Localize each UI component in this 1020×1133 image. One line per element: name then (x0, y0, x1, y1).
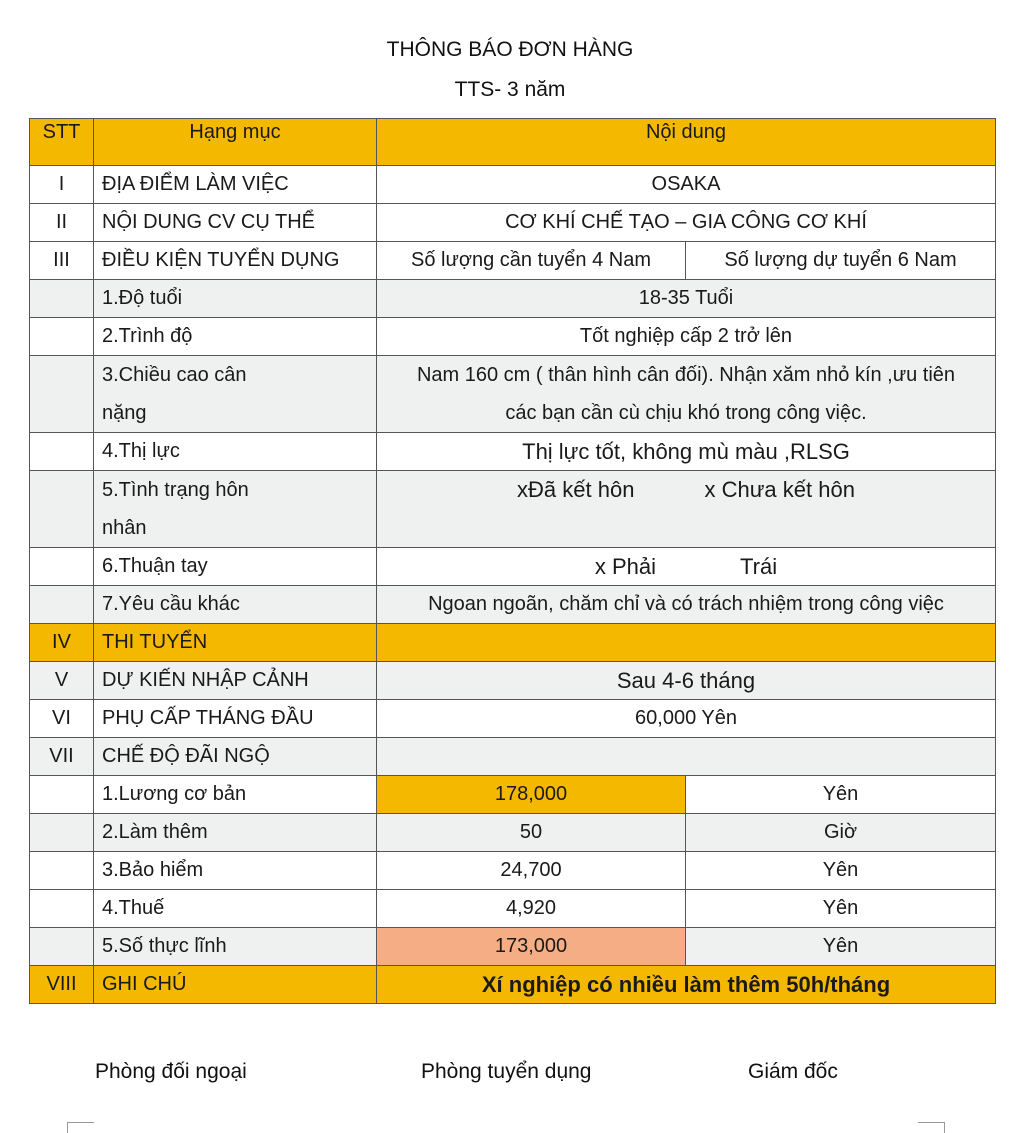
row-stt (30, 280, 94, 318)
net-amount: 173,000 (377, 928, 686, 966)
signature-foreign-affairs: Phòng đối ngoại (95, 1060, 247, 1083)
row-category: DỰ KIẾN NHẬP CẢNH (94, 662, 377, 700)
row-stt (30, 814, 94, 852)
option-right-hand: x Phải (594, 553, 657, 579)
option-left-hand: Trái (740, 553, 778, 579)
row-sub-label: 2.Trình độ (94, 318, 377, 356)
row-content: 60,000 Yên (377, 700, 996, 738)
row-stt (30, 356, 94, 433)
row-content (377, 356, 996, 433)
row-sub-label: 7.Yêu cầu khác (94, 586, 377, 624)
insurance-unit: Yên (686, 852, 996, 890)
row-sub-label: 5.Số thực lĩnh (94, 928, 377, 966)
row-category: PHỤ CẤP THÁNG ĐẦU (94, 700, 377, 738)
row-content: 18-35 Tuổi (377, 280, 996, 318)
table-row (30, 204, 996, 242)
row-content: Ngoan ngoãn, chăm chỉ và có trách nhiệm trong công việc (377, 586, 996, 624)
table-row (30, 700, 996, 738)
row-content (377, 738, 996, 776)
row-stt (30, 928, 94, 966)
row-stt (30, 776, 94, 814)
table-row (30, 966, 996, 1004)
table-row (30, 814, 996, 852)
row-stt: VII (30, 738, 94, 776)
handedness-options (377, 548, 996, 586)
option-single: x Chưa kết hôn (704, 477, 855, 502)
table-row (30, 776, 996, 814)
row-stt (30, 890, 94, 928)
row-sub-label (94, 471, 377, 548)
note-content: Xí nghiệp có nhiều làm thêm 50h/tháng (377, 966, 996, 1004)
table-row (30, 318, 996, 356)
row-content: OSAKA (377, 166, 996, 204)
header-stt: STT (30, 119, 94, 166)
table-row (30, 738, 996, 776)
tax-unit: Yên (686, 890, 996, 928)
content-line: Nam 160 cm ( thân hình cân đối). Nhận xăm nhỏ kín ,ưu tiên (416, 364, 956, 386)
row-content: Tốt nghiệp cấp 2 trở lên (377, 318, 996, 356)
label-line: nhân (102, 517, 147, 539)
row-stt (30, 471, 94, 548)
overtime-amount: 50 (377, 814, 686, 852)
header-content: Nội dung (377, 119, 996, 166)
row-category: GHI CHÚ (94, 966, 377, 1004)
table-header-row (30, 119, 996, 166)
label-line: 3.Chiều cao cân (102, 364, 247, 386)
table-row (30, 548, 996, 586)
net-unit: Yên (686, 928, 996, 966)
signature-director: Giám đốc (748, 1060, 838, 1083)
header-category: Hạng mục (94, 119, 377, 166)
row-sub-label: 4.Thuế (94, 890, 377, 928)
row-sub-label: 4.Thị lực (94, 433, 377, 471)
row-sub-label (94, 356, 377, 433)
option-married: xĐã kết hôn (517, 477, 635, 502)
row-category: ĐIỀU KIỆN TUYỂN DỤNG (94, 242, 377, 280)
document-title: THÔNG BÁO ĐƠN HÀNG (386, 38, 634, 61)
table-row (30, 928, 996, 966)
row-stt: II (30, 204, 94, 242)
insurance-amount: 24,700 (377, 852, 686, 890)
document-subtitle: TTS- 3 năm (454, 78, 566, 101)
table-row (30, 624, 996, 662)
row-stt: IV (30, 624, 94, 662)
recruit-count-cell: Số lượng cần tuyển 4 Nam (377, 242, 686, 280)
row-stt (30, 548, 94, 586)
table-row (30, 662, 996, 700)
table-row (30, 890, 996, 928)
table-row (30, 242, 996, 280)
row-category: ĐỊA ĐIỂM LÀM VIỆC (94, 166, 377, 204)
overtime-unit: Giờ (686, 814, 996, 852)
marital-options (377, 471, 996, 548)
row-sub-label: 2.Làm thêm (94, 814, 377, 852)
table-row (30, 433, 996, 471)
row-stt (30, 586, 94, 624)
signature-recruitment: Phòng tuyển dụng (421, 1060, 592, 1083)
table-row (30, 280, 996, 318)
row-category: CHẾ ĐỘ ĐÃI NGỘ (94, 738, 377, 776)
row-stt: V (30, 662, 94, 700)
salary-amount: 178,000 (377, 776, 686, 814)
row-stt (30, 852, 94, 890)
order-table (29, 118, 996, 1004)
row-stt: I (30, 166, 94, 204)
label-line: 5.Tình trạng hôn (102, 479, 249, 501)
row-stt: VI (30, 700, 94, 738)
row-content: CƠ KHÍ CHẾ TẠO – GIA CÔNG CƠ KHÍ (377, 204, 996, 242)
table-row (30, 852, 996, 890)
label-line: nặng (102, 402, 147, 424)
row-sub-label: 1.Độ tuổi (94, 280, 377, 318)
row-content: Sau 4-6 tháng (377, 662, 996, 700)
salary-unit: Yên (686, 776, 996, 814)
row-content: Thị lực tốt, không mù màu ,RLSG (377, 433, 996, 471)
row-sub-label: 1.Lương cơ bản (94, 776, 377, 814)
table-row (30, 471, 996, 548)
row-sub-label: 6.Thuận tay (94, 548, 377, 586)
row-stt: III (30, 242, 94, 280)
content-line: các bạn cần cù chịu khó trong công việc. (505, 402, 867, 424)
tax-amount: 4,920 (377, 890, 686, 928)
table-row (30, 166, 996, 204)
row-content (377, 624, 996, 662)
table-row (30, 356, 996, 433)
row-stt (30, 433, 94, 471)
row-stt (30, 318, 94, 356)
table-row (30, 586, 996, 624)
candidate-count-cell: Số lượng dự tuyển 6 Nam (686, 242, 996, 280)
row-category: NỘI DUNG CV CỤ THỂ (94, 204, 377, 242)
row-sub-label: 3.Bảo hiểm (94, 852, 377, 890)
row-stt: VIII (30, 966, 94, 1004)
row-category: THI TUYỂN (94, 624, 377, 662)
